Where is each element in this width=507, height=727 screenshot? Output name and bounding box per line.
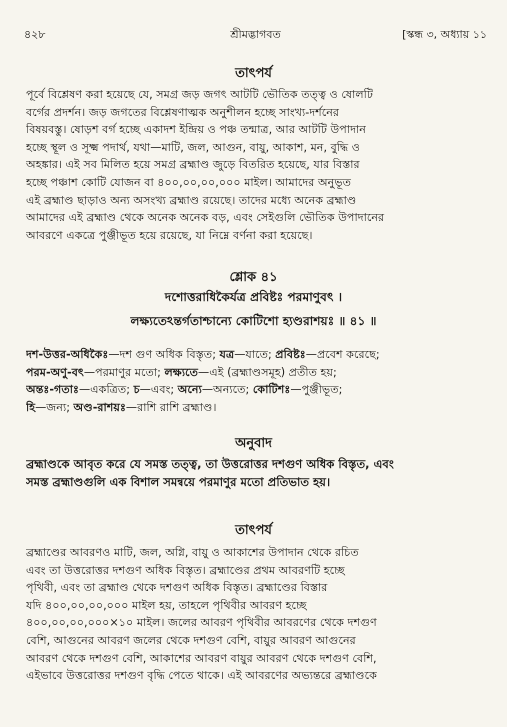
word-meaning: —একত্রিত; (78, 383, 134, 397)
word-meaning: —প্রবেশ করেছে; (305, 348, 380, 361)
sanskrit-word: লক্ষ্যতে (164, 365, 198, 379)
purport2-line: যদি ৪০০,০০,০০,০০০ মাইল হয়, তাহলে পৃথিবীর আবরণ হচ্ছে (26, 598, 307, 612)
purport1-line: আমাদের এই ব্রহ্মাণ্ড থেকে অনেক অনেক বড়, এবং সেইগুলি ভৌতিক উপাদানের (26, 211, 385, 225)
synonyms-line (26, 381, 487, 399)
page-header (24, 26, 487, 44)
translation-line: সমস্ত ব্রহ্মাণ্ডগুলি এক বিশাল সমন্বয়ে পরমাণুর মতো প্রতিভাত হয়। (26, 474, 331, 489)
sanskrit-word: অন্যে (177, 383, 202, 397)
purport-paragraph-1 (26, 86, 487, 244)
purport2-line: পৃথিবী, এবং তা ব্রহ্মাণ্ড থেকে দশগুণ অধিক বিস্তৃত। ব্রহ্মাণ্ডের বিস্তার (26, 581, 328, 595)
purport1-line: অহঙ্কার। এই সব মিলিত হয়ে সমগ্র ব্রহ্মাণ্ড জুড়ে বিতরিত হয়েছে, যার বিস্তার (26, 158, 360, 172)
synonyms-line (26, 399, 487, 417)
purport2-line: আবরণ থেকে দশগুণ বেশি, আকাশের আবরণ বায়ুর আবরণ থেকে দশগুণ বেশি, (26, 651, 377, 665)
translation-paragraph (26, 456, 487, 491)
word-meaning: —পরমাণুর মতো; (83, 365, 165, 379)
verse-heading: শ্লোক ৪১ (229, 270, 278, 285)
synonyms-paragraph (26, 346, 487, 416)
translation-line: ব্রহ্মাণ্ডকে আবৃত করে যে সমস্ত তত্ত্ব, তা উত্তরোত্তর দশগুণ অধিক বিস্তৃত, এবং (26, 457, 394, 471)
sanskrit-word: অন্তঃ-গতাঃ (26, 383, 79, 397)
word-meaning: —যাতে; (234, 348, 276, 361)
word-meaning: —পুঞ্জীভূত; (290, 383, 343, 397)
word-meaning: —অন্যতে; (201, 383, 253, 397)
chapter-reference: [স্কন্ধ ৩, অধ্যায় ১১ (402, 28, 487, 41)
page-number: ৪২৮ (24, 28, 46, 41)
word-meaning: —রাশি রাশি ব্রহ্মাণ্ড। (125, 400, 217, 414)
purport1-line: আবরণে একত্রে পুঞ্জীভূত হয়ে রয়েছে, যা নিম্নে বর্ণনা করা হয়েছে। (26, 228, 313, 242)
purport1-line: এই ব্রহ্মাণ্ড ছাড়াও অন্য অসংখ্য ব্রহ্মাণ্ড রয়েছে। তাদের মধ্যে অনেক ব্রহ্মাণ্ড (26, 193, 357, 207)
purport2-line: এইভাবে উত্তরোত্তর দশগুণ বৃদ্ধি পেতে থাকে। এই আবরণের অভ্যন্তরে ব্রহ্মাণ্ডকে (26, 669, 377, 683)
purport1-line: হচ্ছে স্থূল ও সূক্ষ্ম পদার্থ, যথা—মাটি, জল, আগুন, বায়ু, আকাশ, মন, বুদ্ধি ও (26, 140, 361, 154)
word-meaning: —এই (ব্রহ্মাণ্ডসমূহ) প্রতীত হয়; (198, 365, 337, 379)
purport-paragraph-2 (26, 544, 487, 685)
purport1-line: হচ্ছে পঞ্চাশ কোটি যোজন বা ৪০০,০০,০০,০০০ মাইল। আমাদের অনুভূত (26, 175, 352, 189)
verse-line-1: দশোত্তরাধিকৈর্যত্র প্রবিষ্টঃ পরমাণুবৎ । (164, 290, 343, 304)
verse-line-2: লক্ষ্যতেঽন্তর্গতাশ্চান্যে কোটিশো হ্যণ্ডরাশয়ঃ ॥ ৪১ ॥ (130, 314, 377, 328)
sanskrit-word: পরম-অণু-বৎ (26, 365, 84, 379)
synonyms-line (26, 346, 487, 364)
purport-heading-1: তাৎপর্য (235, 66, 272, 81)
sanskrit-word: অণ্ড-রাশয়ঃ (73, 400, 126, 414)
sanskrit-word: প্রবিষ্টঃ (275, 348, 306, 361)
purport-heading-2: তাৎপর্য (235, 523, 272, 538)
purport2-line: এবং তা উত্তরোত্তর দশগুণ অধিক বিস্তৃত। ব্রহ্মাণ্ডের প্রথম আবরণটি হচ্ছে (26, 563, 345, 577)
synonyms-line (26, 364, 487, 382)
purport1-line: বর্গের প্রদর্শন। জড় জগতের বিশ্লেষণাত্মক অনুশীলন হচ্ছে সাংখ্য-দর্শনের (26, 105, 340, 119)
word-meaning: —এবং; (139, 383, 178, 397)
sanskrit-word: হি (26, 400, 36, 414)
sanskrit-word: দশ-উত্তর-অধিকৈঃ (26, 348, 109, 361)
word-meaning: —দশ গুণ অধিক বিস্তৃত; (108, 348, 220, 361)
purport2-line: ব্রহ্মাণ্ডের আবরণও মাটি, জল, অগ্নি, বায়ু ও আকাশের উপাদান থেকে রচিত (26, 546, 359, 559)
book-title: শ্রীমদ্ভাগবত (230, 28, 281, 41)
purport1-line: বিষয়বস্তু। ষোড়শ বর্গ হচ্ছে একাদশ ইন্দ্রিয় ও পঞ্চ তন্মাত্র, আর আটটি উপাদান (26, 123, 366, 137)
purport2-line: বেশি, আগুনের আবরণ জলের থেকে দশগুণ বেশি, বায়ুর আবরণ আগুনের (26, 633, 356, 647)
purport2-line: ৪০০,০০,০০,০০০×১০ মাইল। জলের আবরণ পৃথিবীর আবরণের থেকে দশগুণ (26, 616, 377, 630)
word-meaning: —জন্য; (35, 400, 74, 414)
translation-heading: অনুবাদ (235, 436, 272, 451)
sanskrit-word: যত্র (219, 348, 235, 361)
sanskrit-word: কোটিশঃ (252, 383, 291, 397)
purport1-line: পূর্বে বিশ্লেষণ করা হয়েছে যে, সমগ্র জড় জগৎ আটটি ভৌতিক তত্ত্ব ও ষোলটি (26, 88, 373, 101)
sanskrit-word: চ (133, 383, 140, 397)
